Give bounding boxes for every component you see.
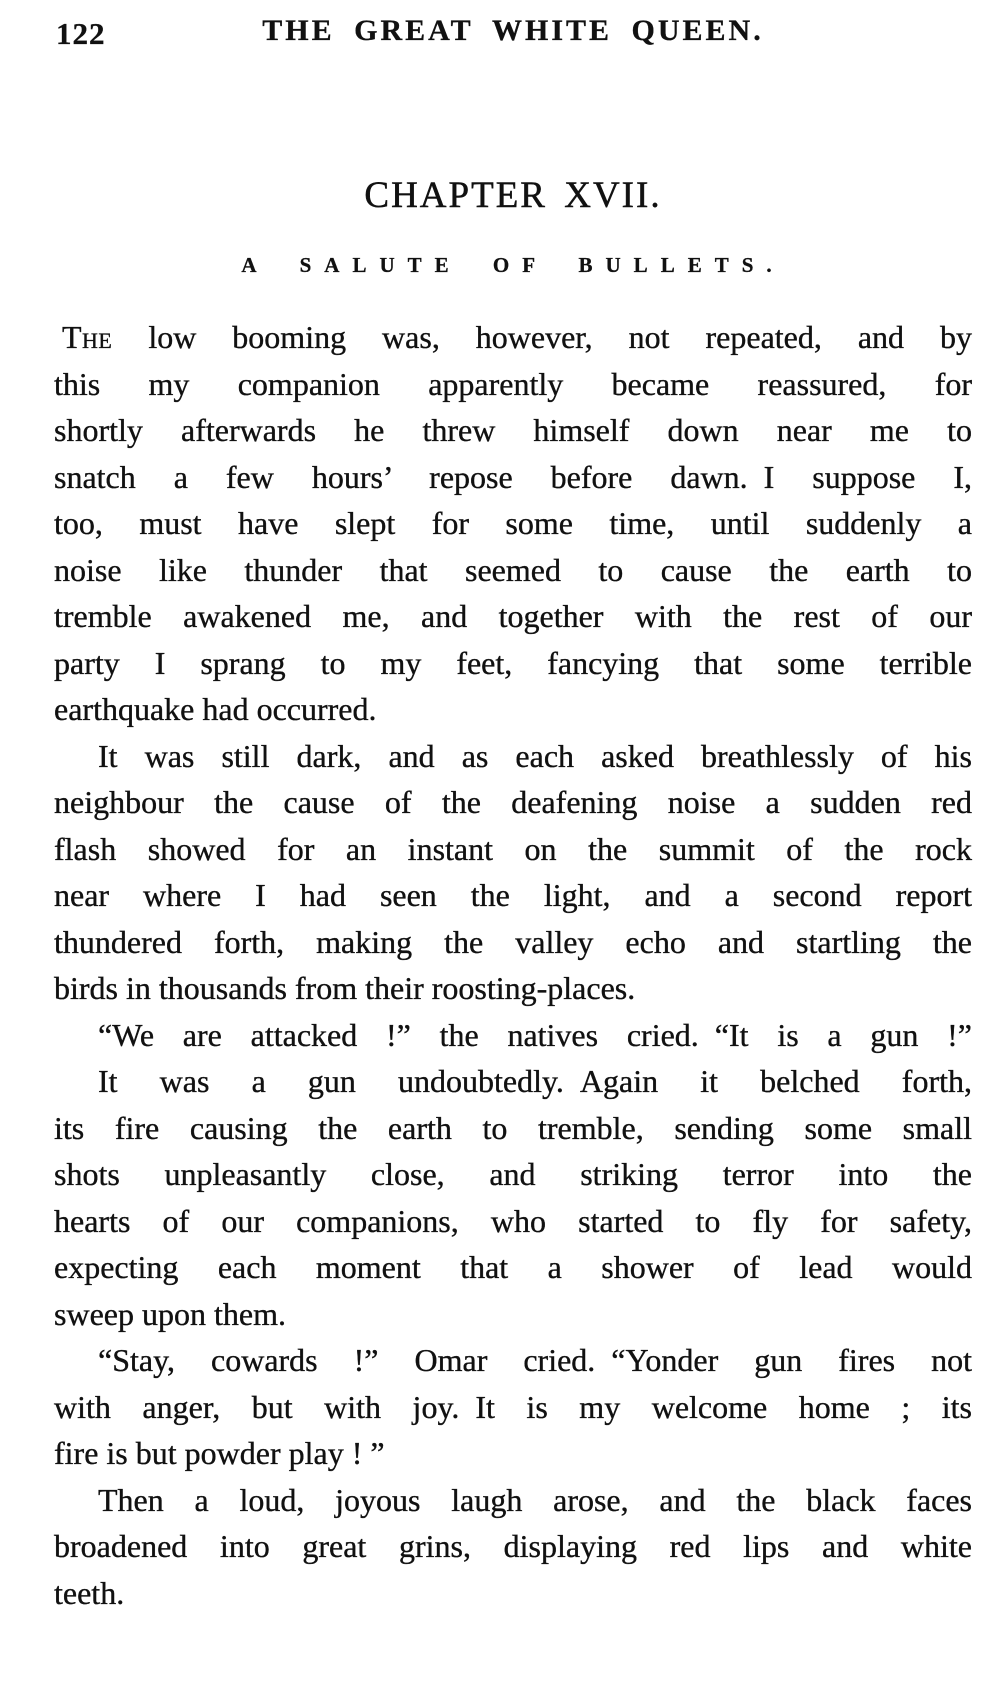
- text-line: party I sprang to my feet, fancying that some terrible: [54, 644, 972, 681]
- text-line: this my companion apparently became reassured, for: [54, 365, 972, 402]
- text-line: earthquake had occurred.: [54, 691, 377, 727]
- chapter-subtitle: A SALUTE OF BULLETS.: [241, 253, 785, 277]
- paragraph: [54, 733, 972, 1012]
- text-line: near where I had seen the light, and a second report: [54, 877, 972, 913]
- text-line: snatch a few hours’ repose before dawn. I suppose I,: [54, 458, 972, 495]
- text-line: sweep upon them.: [54, 1295, 286, 1332]
- text-line: “We are attacked !” the natives cried. “It is a gun !”: [98, 1016, 972, 1053]
- text-line: hearts of our companions, who started to fly for safety,: [54, 1202, 972, 1239]
- text-line: flash showed for an instant on the summit of the rock: [54, 830, 972, 867]
- chapter-heading: CHAPTER XVII.: [364, 175, 662, 216]
- text-line: It was still dark, and as each asked breathlessly of his: [98, 737, 972, 774]
- page-number: 122: [56, 16, 106, 51]
- page-header: [54, 14, 972, 54]
- text-line: neighbour the cause of the deafening noise a sudden red: [54, 784, 972, 820]
- body-text: [54, 314, 972, 1616]
- smallcaps-lead: The: [62, 319, 113, 355]
- text-line: with anger, but with joy. It is my welcome home ; its: [54, 1388, 972, 1425]
- text-line: its fire causing the earth to tremble, sending some small: [54, 1109, 972, 1146]
- text-line: broadened into great grins, displaying red lips and white: [54, 1528, 972, 1564]
- text-line: shots unpleasantly close, and striking terror into the: [54, 1156, 972, 1192]
- text-line: The low booming was, however, not repeated, and by: [62, 319, 972, 355]
- text-line: It was a gun undoubtedly. Again it belched forth,: [98, 1063, 972, 1099]
- paragraph: [54, 314, 972, 733]
- text-line: fire is but powder play ! ”: [54, 1435, 385, 1471]
- text-line: too, must have slept for some time, until suddenly a: [54, 505, 972, 541]
- paragraph: [54, 1477, 972, 1617]
- paragraph: [54, 1012, 972, 1059]
- text-line: teeth.: [54, 1574, 125, 1611]
- running-title: THE GREAT WHITE QUEEN.: [262, 14, 764, 47]
- text-line: noise like thunder that seemed to cause the earth to: [54, 551, 972, 588]
- text-line: shortly afterwards he threw himself down near me to: [54, 412, 972, 448]
- text-line: expecting each moment that a shower of lead would: [54, 1249, 972, 1285]
- paragraph: [54, 1058, 972, 1337]
- text-line: Then a loud, joyous laugh arose, and the black faces: [98, 1481, 972, 1518]
- paragraph: [54, 1337, 972, 1477]
- text-line: tremble awakened me, and together with the rest of our: [54, 598, 972, 634]
- text-line: thundered forth, making the valley echo and startling the: [54, 923, 972, 960]
- text-line: “Stay, cowards !” Omar cried. “Yonder gun fires not: [98, 1342, 972, 1378]
- text-line: birds in thousands from their roosting-places.: [54, 970, 636, 1006]
